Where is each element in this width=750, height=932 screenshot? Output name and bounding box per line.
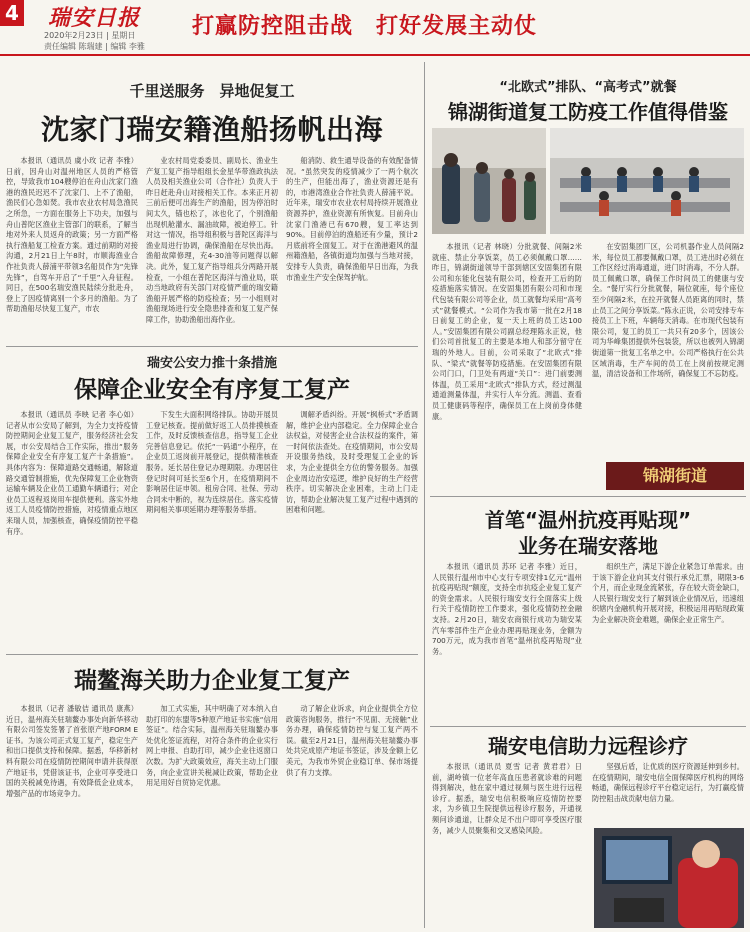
- article-customs-col1-text: 本报讯（记者 潘敏佶 通讯员 康燕）近日，温州海关驻瑞鳌办事处向新华移动有限公司签发签署了首张原产地FORM E证书。为该公司正式复工复产，稳定生产和出口提供支持和保障。据悉，华移新材料有限公司在疫情防控期间申请并获得原产地证书，凭借该证书，企业可享受进口国的关税减免待遇，有效降低企业成本，增强产品的市场竞争力。: [6, 704, 138, 798]
- section-divider: [6, 654, 418, 655]
- article-safety-col2: [146, 410, 278, 648]
- photo-factory-floor-image: [550, 128, 744, 234]
- article-jinhu-col2-text: 在安固集团厂区，公司机器作业人员间隔2米，每位员工都要佩戴口罩，员工进出时必须在工作区经过消毒通道，进门时消毒，不分人群。员工佩戴口罩，确保工作时间员工的健康与安全。“餐厅实行分批就餐，隔位就座，每个座位至少间隔2米，在拉开就餐人员距离的同时，禁止员工之间分享饭菜。”陈永正说，公司安排专车接员工上下班，车辆每天消毒。在市现代包装有限公司，复工的员工一共只有20多个，因该公司为华峰集团提供外包装袋，所以也被列入锦湖街道第一批复工名单之中。公司严格执行在公共区域消毒，生产车间的员工在上岗前按规定测温，清洁设备和工作场所，确保复工不忘防疫。: [592, 242, 744, 379]
- article-safety-col3-text: 调解矛盾纠纷。开展“枫桥式”矛盾调解，维护企业内部稳定。全力保障企业合法权益，对侵害企业合法权益的案件，第一时间依法查处。在疫情期间，市公安局开设服务热线，及时受理复工企业的诉求，为企业提供全方位的警务服务。加强企业周边治安巡逻，维护良好的生产经营秩序。切实解决企业困难，主动上门走访，帮助企业解决复工复产过程中遇到的困难和问题。: [286, 410, 418, 515]
- article-fishing-headline: 沈家门瑞安籍渔船扬帆出海: [40, 113, 383, 146]
- photo-remote-diagnosis: [594, 828, 744, 928]
- jinhu-street-logo: 锦湖街道: [606, 462, 744, 490]
- photo-factory-floor: [550, 128, 744, 234]
- article-telecom-col2: [592, 762, 744, 824]
- article-bank-headline-line1: 首笔“温州抗疫再贴现”: [484, 508, 692, 532]
- page-slogan: 打赢防控阻击战 打好发展主动仗: [192, 14, 538, 39]
- article-jinhu-col1-text: 本报讯（记者 林晓）分批就餐、间隔2米就座、禁止分享饭菜，员工必须佩戴口罩……昨日，锦湖街道领导干部到辖区安固集团有限公司和东能化包装有限公司，检查开工后的防疫措施落实情况。在安固集团有限公司和市现代包装有限公司等企业，员工就餐均采用“高考式”就餐模式。“公司作为我市第一批在2月18日前复工的企业，复一天上班的员工达100人。”安固集团有限公司副总经理陈永正说，他们公司首批复工的主要是本地人和部分留守在瑞的外地人。目前，公司采取了“北欧式”排队、“梁式”就餐等防疫措施。在安固集团有限公司门口，门卫处有两道“关口”：进门前要测体温，员工采用“北欧式”排队方式，经过测温通道测量体温，并实行人车分流。测温、查看员工健康码等程序，确保员工在上岗前身体健康。: [432, 242, 582, 421]
- editor-credits: 责任编辑 陈瑞建 | 编辑 李雅: [44, 42, 145, 51]
- article-fishing-col1: [6, 156, 138, 342]
- article-safety-col1: [6, 410, 138, 648]
- article-bank-col2-text: 组织生产，满足下游企业紧急订单需求。由于该下游企业向其支付银行承兑汇票，期限3-6个月，而企业现金流紧张，存在较大资金缺口，人民银行瑞安支行了解到该企业情况后，迅速组织辖内金融机构开展对接，积极运用再贴现政策为企业解决资金难题，确保企业正常生产。: [592, 562, 744, 624]
- article-telecom-col2-text: 坚强后盾，让优质的医疗资源延伸到乡村。在疫情期间，瑞安电信全面保障医疗机构的网络畅通，确保远程诊疗平台稳定运行，为打赢疫情防控阻击战贡献电信力量。: [592, 762, 744, 803]
- article-jinhu-col1: [432, 242, 582, 456]
- article-bank-col1: [432, 562, 582, 722]
- article-safety-col2-text: 下发生大面积网络排队。协助开展员工登记核查。提前做好返工人员排摸核查工作，及时反馈核查信息，指导复工企业完善信息登记。依托“一码通”小程序，在企业员工返岗前开展登记，提供精准核查服务。延长居住登记办理期限。办理居住登记时间可延长至6个月，在疫情期间不影响居住证申领。租房合同、社保、劳动合同未中断的，视为连续居住。落实疫情期间相关事项延期办理等服务举措。: [146, 410, 278, 515]
- header-divider: [0, 54, 750, 56]
- section-divider: [6, 346, 418, 347]
- article-bank-headline-line2: 业务在瑞安落地: [518, 534, 658, 558]
- article-customs-col2: [146, 704, 278, 928]
- article-jinhu-col2: [592, 242, 744, 456]
- section-divider: [430, 496, 746, 497]
- article-jinhu-headline: 锦湖街道复工防疫工作值得借鉴: [448, 100, 728, 124]
- article-fishing-col2-text: 业农村局党委委员、副局长、渔业生产复工复产指导组组长金星华带渔政执法人员及相关渔业公司（合作社）负责人于昨日赶赴舟山对接相关工作。本来正月初三前后便可出海生产的渔船，因为停泊时间太久，锚也松了，冰也化了，个别渔船出现机舱灌水、漏油故障，被迫停工。针对这一情况，指导组积极与普陀区海洋与渔业局进行协调，确保渔船在尽快出海。渔船故障修理，充4-30油等问题得以解决。此外，复工复产指导组兵分两路开展检查，一小组在普陀区海洋与渔业局，联动当地政府有关部门对疫情严重的瑞安籍渔船开展严格的防疫检查；另一小组则对渔船现场进行安全隐患排查和复工复产保障工作，协助渔船出海作业。: [146, 156, 278, 324]
- article-fishing-subtitle: 千里送服务 异地促复工: [129, 82, 295, 100]
- article-customs-col2-text: 加工式实施，其中明确了对本纳入自助打印的东盟等5种原产地证书实施“信用签证”。结合实际，温州海关驻瑞鳌办事处优化签证流程，对符合条件的企业实行网上申报、自助打印，减少企业往返窗口次数。为扩大政策效应，海关主动上门服务，向企业宣讲关税减让政策，帮助企业用足用好自贸协定优惠。: [146, 704, 278, 788]
- masthead-logo: 瑞安日报: [48, 5, 141, 31]
- article-safety-col3: [286, 410, 418, 648]
- article-bank-col2: [592, 562, 744, 722]
- article-jinhu-subtitle: “北欧式”排队、“高考式”就餐: [499, 80, 677, 95]
- article-telecom-col1-text: 本报讯（通讯员 夏雪 记者 黄君君）日前，湖岭镇一位老年高血压患者就诊难的问题得到解决，他在家中通过视频与医生进行远程诊疗。据悉，瑞安电信积极响应疫情防控要求，为乡镇卫生院提供远程诊疗服务，开通视频问诊通道，让群众足不出户即可享受医疗服务，减少人员聚集和交叉感染风险。: [432, 762, 582, 835]
- article-safety-subtitle: 瑞安公安力推十条措施: [146, 356, 277, 371]
- issue-date: 2020年2月23日 | 星期日: [44, 31, 136, 40]
- page-number: 4: [0, 0, 24, 26]
- photo-remote-diagnosis-image: [594, 828, 744, 928]
- article-safety-col1-text: 本报讯（通讯员 李映 记者 李心如）记者从市公安局了解到，为全力支持疫情防控期间企业复工复产，服务经济社会发展，市公安局结合工作实际，推出“服务保障企业安全有序复工复产十条措施”。具体内容为：保障道路交通畅通，解除道路交通管制措施，优先保障复工企业物资运输车辆及企业员工通勤车辆通行；对企业员工返程返岗用车提供便利。落实外地返工人员疫情防控措施，对疫情重点地区来瑞人员，加强核查，确保疫情防控平稳有序。: [6, 410, 138, 536]
- photo-workers-queue: [432, 128, 546, 234]
- article-fishing-col3-text: 船消防、救生通导设备的有效配备情况。“虽然突发的疫情减少了一两个航次的生产，但能出海了，渔业资源还是有的，市港湾渔业合作社负责人薛浦平说。近年来，瑞安市农业农村局持续开展渔业资源养护，渔业资源有所恢复。目前舟山沈家门渔港已有670艘，复工率达到90%。目前停泊的渔船还有少量，预计2月底前将全面复工。对于在渔港避风的温州籍渔船，各镇街道均加强与当地对接，安排专人负责，确保渔船早日出海，为我市渔业生产安全保驾护航。: [286, 156, 418, 282]
- article-safety-headline: 保障企业安全有序复工复产: [74, 377, 350, 403]
- article-telecom-col1: [432, 762, 582, 928]
- article-fishing-col2: [146, 156, 278, 342]
- article-customs-col3-text: 动了解企业诉求，向企业提供全方位政策咨询服务，推行“不见面、无接触”业务办理，确保疫情防控与复工复产两不误。截至2月21日，温州海关驻瑞鳌办事处共完成原产地证书签证，涉及金额上亿美元，为我市外贸企业稳订单、保市场提供了有力支撑。: [286, 704, 418, 777]
- article-telecom-headline: 瑞安电信助力远程诊疗: [488, 734, 688, 758]
- photo-workers-queue-image: [432, 128, 546, 234]
- section-divider: [430, 726, 746, 727]
- column-divider: [424, 62, 425, 928]
- article-fishing-col3: [286, 156, 418, 342]
- article-bank-col1-text: 本报讯（通讯员 苏环 记者 李雅）近日，人民银行温州市中心支行专项安排1亿元“温州抗疫再贴现”额度，支持全市抗疫企业复工复产的资金需求。人民银行瑞安支行全面落实上级行关于疫情防控工作要求，强化疫情防控金融支持。2月20日，瑞安农商银行成功为瑞安某汽车零部件生产企业办理再贴现业务，金额为700万元，成为我市首笔“温州抗疫再贴现”业务。: [432, 562, 582, 656]
- article-fishing-col1-text: 本报讯（通讯员 虞小玫 记者 李雅）日前，因舟山对温州地区人员的严格管控，导致我市104艘停泊在舟山沈家门渔港的渔民迟迟不了沈家门、上不了渔船，渔民们心急如焚。我市农业农村局急渔民之所急，一方面在服务上下功夫，加强与舟山普陀区渔业主管部门的联系，了解当地对外来人员返舟的政策；另一方面严格执行渔船复工检查方案。通过前期的对接沟通，2月21日上午8时，市顺海渔业合作社负责人薛浦平带领3名船员作为“先锋先锋”，自驾车开启了“千里”入舟征程。同日，在500名瑞安渔民陆续分批赴舟，登上了因疫情离别一个多月的渔船。为了帮助渔船尽快复工复产，市农: [6, 156, 138, 314]
- article-customs-headline: 瑞鳌海关助力企业复工复产: [74, 668, 350, 694]
- article-customs-col3: [286, 704, 418, 928]
- article-customs-col1: [6, 704, 138, 928]
